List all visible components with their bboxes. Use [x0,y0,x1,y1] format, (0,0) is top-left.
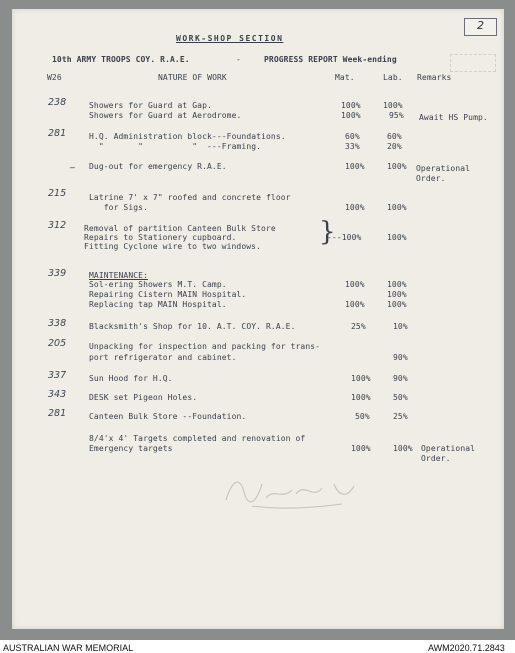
lab-value: 100% [387,233,407,242]
lab-value: 100% [393,444,413,453]
grouping-brace: } [319,217,336,247]
mat-value: 100% [345,162,365,171]
mat-value: 50% [355,412,370,421]
lab-value: 100% [387,280,407,289]
lab-value: 100% [387,290,407,299]
row-text: " " " ---Framing. [89,142,262,151]
row-text: Removal of partition Canteen Bulk Store [84,224,276,233]
row-text: Canteen Bulk Store --Foundation. [89,412,247,421]
row-text: Fitting Cyclone wire to two windows. [84,242,261,251]
row-text: DESK set Pigeon Holes. [89,393,198,402]
row-number: 238 [48,97,67,108]
row-text: Dug-out for emergency R.A.E. [89,162,227,171]
row-number: 339 [48,268,67,279]
remarks-value: Order. [416,174,446,183]
mat-value: 100% [341,101,361,110]
lab-value: 20% [387,142,402,151]
row-number: 281 [48,128,67,139]
row-text: for Sigs. [89,203,148,212]
document-page [12,9,504,629]
page-number-box [464,18,497,36]
footer-accession-number: AWM2020.71.2843 [428,643,505,653]
row-number: 343 [48,389,67,400]
row-number: 338 [48,318,67,329]
mat-value: 100% [345,280,365,289]
row-text: Showers for Guard at Aerodrome. [89,111,242,120]
document-heading: WORK-SHOP SECTION [176,34,284,43]
row-number: 215 [48,188,67,199]
lab-value: 100% [387,300,407,309]
row-text: port refrigerator and cabinet. [89,353,237,362]
column-header-mat: Mat. [335,73,355,82]
row-text: Latrine 7' x 7" roofed and concrete floor [89,193,291,202]
lab-value: 50% [393,393,408,402]
row-text: Showers for Guard at Gap. [89,101,212,110]
row-text: Sun Hood for H.Q. [89,374,173,383]
report-title: PROGRESS REPORT Week-ending [264,55,397,64]
column-header-lab: Lab. [383,73,403,82]
row-text: Repairing Cistern MAIN Hospital. [89,290,247,299]
row-text: MAINTENANCE: [89,271,148,280]
mat-value: 60% [345,132,360,141]
row-text: Blacksmith's Shop for 10. A.T. COY. R.A.E. [89,322,296,331]
remarks-value: Await HS Pump. [419,113,488,122]
row-text: Unpacking for inspection and packing for trans- [89,342,321,351]
subheading-dash: - [236,55,241,64]
mat-value: ---100% [327,233,362,242]
lab-value: 100% [387,162,407,171]
mat-value: 100% [351,374,371,383]
remarks-value: Operational [416,164,471,173]
row-text: Repairs to Stationery cupboard. [84,233,237,242]
column-header-remarks: Remarks [417,73,452,82]
footer-archive-name: AUSTRALIAN WAR MEMORIAL [3,643,134,653]
lab-value: 100% [383,101,403,110]
lab-value: 95% [389,111,404,120]
lab-value: 60% [387,132,402,141]
faint-signature [222,470,370,512]
mat-value: 100% [345,300,365,309]
row-text: H.Q. Administration block---Foundations. [89,132,286,141]
mat-value: 25% [351,322,366,331]
row-number: 281 [48,408,67,419]
row-number: _ [70,158,75,169]
row-text: Replacing tap MAIN Hospital. [89,300,227,309]
mat-value: 33% [345,142,360,151]
row-text: 8/4'x 4' Targets completed and renovation of [89,434,306,443]
remarks-value: Operational [421,444,476,453]
lab-value: 25% [393,412,408,421]
row-number: 205 [48,338,67,349]
lab-value: 100% [387,203,407,212]
lab-value: 90% [393,374,408,383]
column-header-nature: NATURE OF WORK [158,73,227,82]
page-number: 2 [477,19,484,32]
row-number: 337 [48,370,67,381]
mat-value: 100% [341,111,361,120]
row-text: Sol-ering Showers M.T. Camp. [89,280,227,289]
row-number: 312 [48,220,67,231]
lab-value: 90% [393,353,408,362]
mat-value: 100% [351,393,371,402]
unit-name: 10th ARMY TROOPS COY. R.A.E. [52,55,190,64]
remarks-value: Order. [421,454,451,463]
mat-value: 100% [345,203,365,212]
row-text: Emergency targets [89,444,173,453]
faded-stamp [450,54,496,72]
mat-value: 100% [351,444,371,453]
lab-value: 10% [393,322,408,331]
column-header-number: W26 [47,73,62,82]
